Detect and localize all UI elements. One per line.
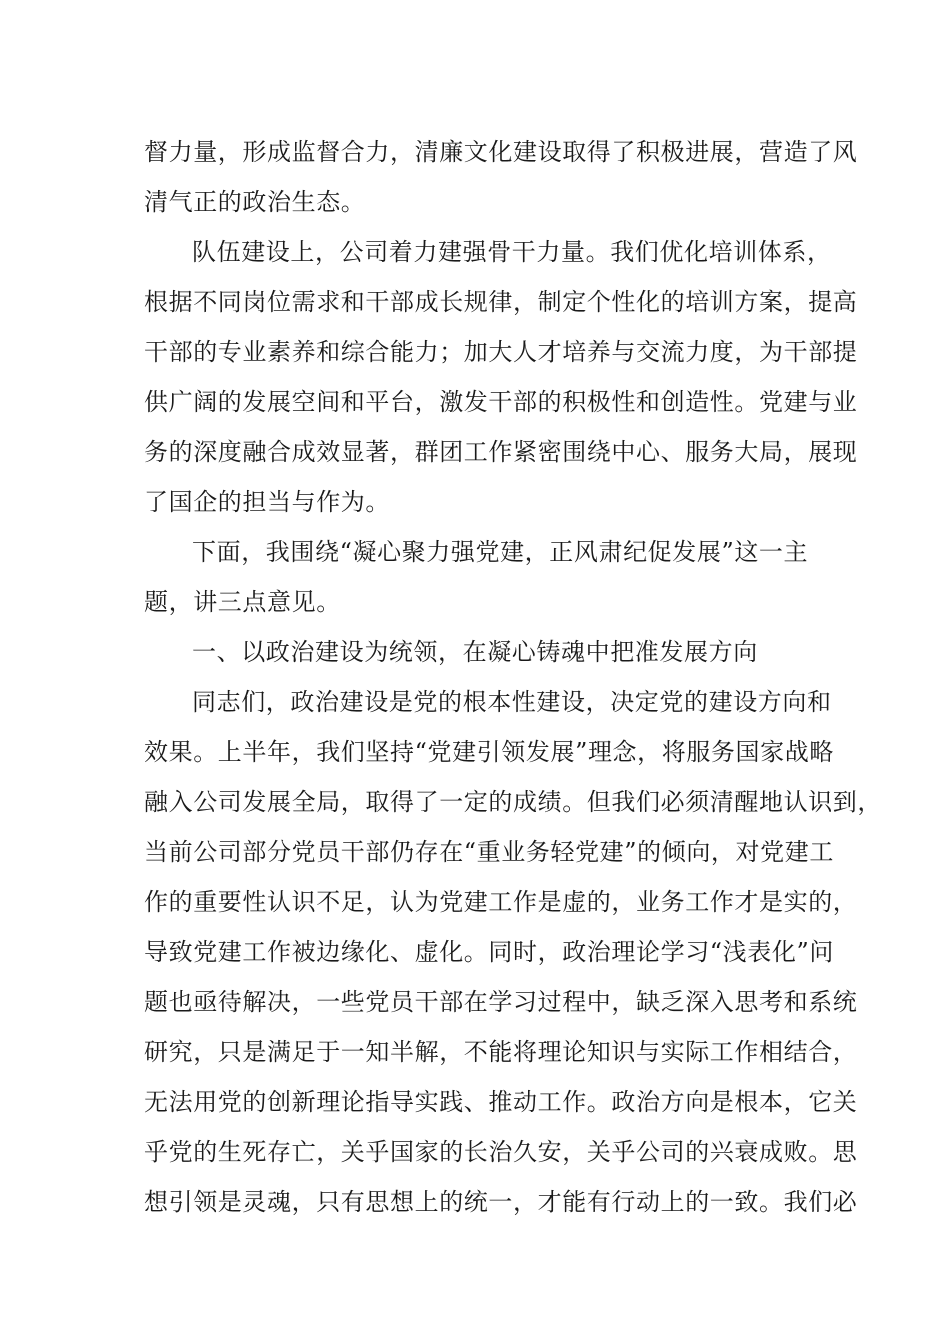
paragraph-start-line: 同志们，政治建设是党的根本性建设，决定党的建设方向和 (192, 688, 832, 716)
paragraph-start-line: 下面，我围绕“凝心聚力强党建，正风肃纪促发展”这一主 (192, 538, 809, 566)
text-line: 研究，只是满足于一知半解，不能将理论知识与实际工作相结合， (144, 1038, 858, 1066)
text-line: 融入公司发展全局，取得了一定的成绩。但我们必须清醒地认识到， (144, 788, 882, 816)
text-line: 想引领是灵魂，只有思想上的统一，才能有行动上的一致。我们必 (144, 1188, 858, 1216)
section-heading: 一、以政治建设为统领，在凝心铸魂中把准发展方向 (192, 638, 758, 666)
text-line: 当前公司部分党员干部仍存在“重业务轻党建”的倾向，对党建工 (144, 838, 834, 866)
text-line: 务的深度融合成效显著，群团工作紧密围绕中心、服务大局，展现 (144, 438, 858, 466)
text-line: 题，讲三点意见。 (144, 588, 341, 616)
text-line: 无法用党的创新理论指导实践、推动工作。政治方向是根本，它关 (144, 1088, 858, 1116)
text-line: 干部的专业素养和综合能力；加大人才培养与交流力度，为干部提 (144, 338, 858, 366)
text-line: 作的重要性认识不足，认为党建工作是虚的，业务工作才是实的， (144, 888, 858, 916)
text-line: 乎党的生死存亡，关乎国家的长治久安，关乎公司的兴衰成败。思 (144, 1138, 858, 1166)
text-line: 根据不同岗位需求和干部成长规律，制定个性化的培训方案，提高 (144, 288, 858, 316)
text-line: 导致党建工作被边缘化、虚化。同时，政治理论学习“浅表化”问 (144, 938, 834, 966)
text-line: 供广阔的发展空间和平台，激发干部的积极性和创造性。党建与业 (144, 388, 858, 416)
text-line: 了国企的担当与作为。 (144, 488, 390, 516)
text-line: 题也亟待解决，一些党员干部在学习过程中，缺乏深入思考和系统 (144, 988, 858, 1016)
text-line: 督力量，形成监督合力，清廉文化建设取得了积极进展，营造了风 (144, 138, 858, 166)
text-line: 清气正的政治生态。 (144, 188, 366, 216)
paragraph-start-line: 队伍建设上，公司着力建强骨干力量。我们优化培训体系， (192, 238, 832, 266)
text-line: 效果。上半年，我们坚持“党建引领发展”理念，将服务国家战略 (144, 738, 834, 766)
